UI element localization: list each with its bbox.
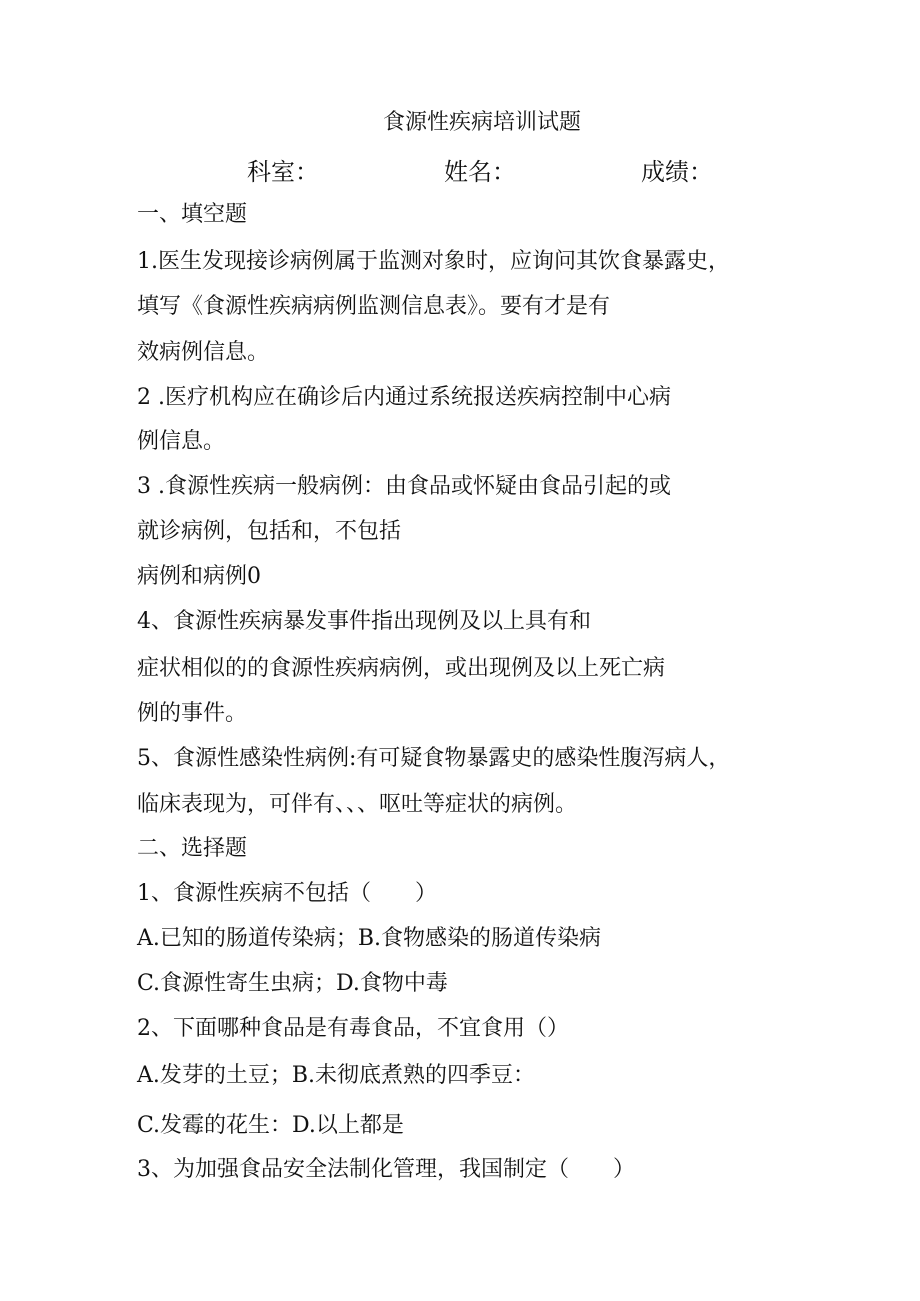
question-line: 5、食源性感染性病例:有可疑食物暴露史的感染性腹泻病人， (137, 746, 731, 771)
question-line: 例信息。 (137, 429, 226, 454)
question-line: 填写《食源性疾病病例监测信息表》。要有才是有 (137, 294, 611, 319)
section-fill-in-heading: 一、填空题 (137, 202, 248, 227)
dept-label: 科室： (247, 158, 319, 186)
question-line: 3 .食源性疾病一般病例：由食品或怀疑由食品引起的或 (137, 474, 671, 499)
question-line: 1.医生发现接诊病例属于监测对象时，应询问其饮食暴露史， (137, 249, 730, 274)
question-line: 病例和病例0 (137, 564, 261, 589)
score-label: 成绩： (641, 158, 713, 186)
option-line: C.食源性寄生虫病；D.食物中毒 (137, 971, 448, 996)
question-line: 2、下面哪种食品是有毒食品，不宜食用（） (137, 1016, 569, 1041)
page-title: 食源性疾病培训试题 (382, 110, 581, 135)
question-line: 4、食源性疾病暴发事件指出现例及以上具有和 (137, 609, 591, 634)
section-choice-heading: 二、选择题 (137, 836, 248, 861)
name-label: 姓名： (444, 158, 516, 186)
question-line: 临床表现为，可伴有、、、呕吐等症状的病例。 (137, 792, 578, 817)
question-line: 例的事件。 (137, 701, 248, 726)
question-line: 3、为加强食品安全法制化管理，我国制定（ ） (137, 1157, 635, 1182)
question-line: 1、食源性疾病不包括（ ） (137, 881, 437, 906)
option-line: A.已知的肠道传染病；B.食物感染的肠道传染病 (137, 926, 602, 951)
question-line: 效病例信息。 (137, 340, 270, 365)
question-line: 2 .医疗机构应在确诊后内通过系统报送疾病控制中心病 (137, 385, 671, 410)
question-line: 症状相似的的食源性疾病病例，或出现例及以上死亡病 (137, 656, 666, 681)
option-line: C.发霉的花生：D.以上都是 (137, 1113, 404, 1138)
question-line: 就诊病例，包括和，不包括 (137, 519, 402, 544)
option-line: A.发芽的土豆；B.未彻底煮熟的四季豆： (137, 1063, 536, 1088)
